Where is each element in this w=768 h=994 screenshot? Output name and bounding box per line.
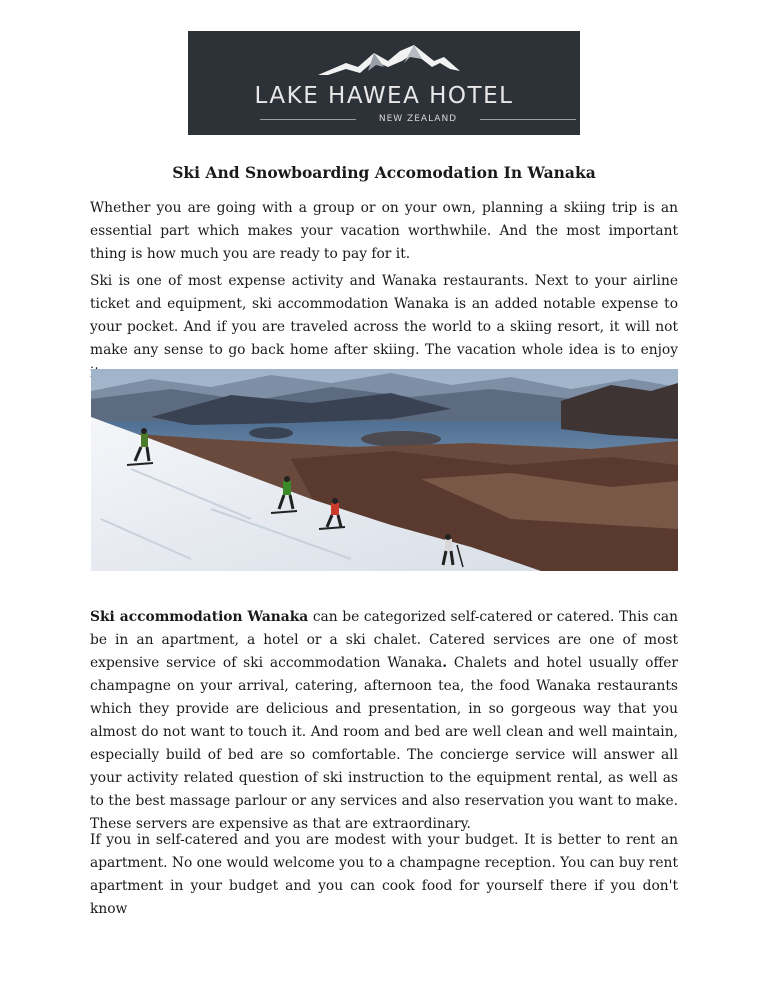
logo-title: LAKE HAWEA HOTEL bbox=[254, 83, 514, 109]
logo-subtitle: NEW ZEALAND bbox=[378, 114, 458, 124]
skiers-landscape-photo bbox=[91, 369, 678, 571]
paragraph-self-catered: If you in self-catered and you are modest with your budget. It is better to rent an apartment. No one would welcome you to a champagne reception. You can buy rent apartment in your budget and you can cook food for yourself there if you don't know bbox=[90, 832, 678, 917]
hotel-logo bbox=[188, 31, 580, 135]
logo-rule-left bbox=[260, 119, 356, 120]
paragraph-expense: Ski is one of most expense activity and Wanaka restaurants. Next to your airline ticket and equipment, ski accommodation Wanaka is an added notable expense to your pocket. And if you are traveled across the world to a skiing resort, it will not make any sense to go back home after skiing. The vacation whole idea is to enjoy bbox=[90, 273, 678, 358]
paragraph-categories-part2: Chalets and hotel usually offer champagne on your arrival, catering, afternoon tea, the food Wanaka restaurants which they provide are delicious and presentation, in so gorgeous way that you almost do not want to touch it. And room and bed are well clean and well maintain, especially build of bed are so comfortable. The concierge service will answer all your activity related question of ski instruction to the equipment rental, as well as to the best massage parlour or any services and also reservation you want to make. These servers are expensive as that are extraordinary. bbox=[90, 655, 679, 832]
paragraph-intro: Whether you are going with a group or on your own, planning a skiing trip is an essential part which makes your vacation worthwhile. And the most important thing is how much you are ready to pay for it. bbox=[90, 200, 678, 262]
logo-rule-right bbox=[480, 119, 576, 120]
paragraph-categories-part1: can be categorized self-catered or catered. This can be in an apartment, a hotel or a ski chalet. Catered services are one of most expensive service of ski accommodation Wanaka bbox=[90, 609, 678, 671]
bold-period: . bbox=[442, 655, 448, 671]
article-heading: Ski And Snowboarding Accomodation In Wanaka bbox=[172, 163, 596, 182]
bold-lead: Ski accommodation Wanaka bbox=[90, 609, 309, 625]
paragraph-categories bbox=[90, 606, 678, 836]
